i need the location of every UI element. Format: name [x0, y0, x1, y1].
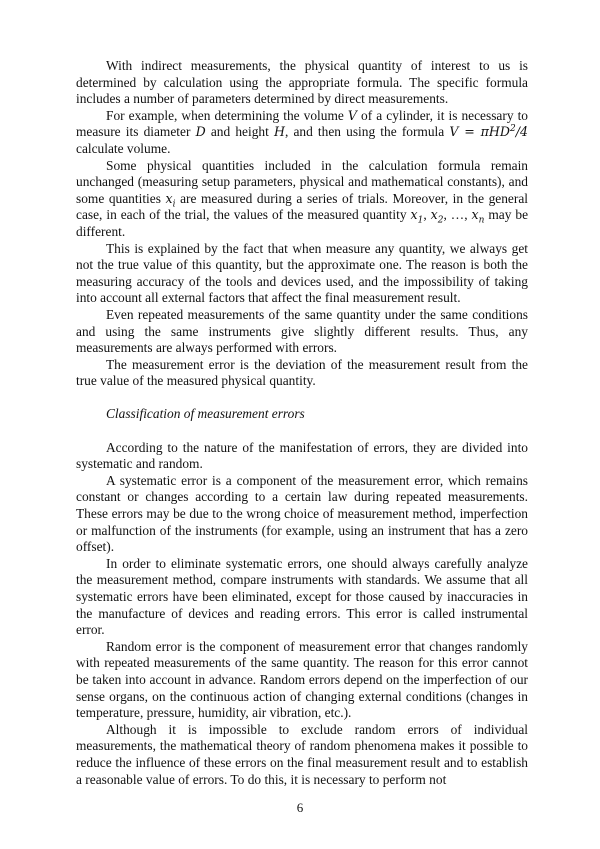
symbol-x-2 — [430, 207, 444, 226]
text-run: are measured during a series of trials. Moreover, in the general case, in each of the trial, the values of the measured quantity — [76, 190, 528, 223]
text-run: may be different. — [76, 207, 529, 239]
symbol-diameter: D — [195, 124, 206, 140]
paragraph-indirect-measurements: With indirect measurements, the physical quantity of interest to us is determined by calculation using the appropriate formula. The specific formula includes a number of parameters determined by direct measurements. — [76, 58, 528, 107]
text-run: , …, — [443, 207, 472, 223]
text-run: and height — [205, 124, 274, 140]
page-number: 6 — [296, 800, 304, 815]
text-run: Some physical quantities included in the calculation formula remain unchanged (measuring setup parameters, physical and mathematical constants), and some quantities — [76, 157, 528, 206]
symbol-letter: x — [471, 207, 479, 223]
symbol-subscript: 2 — [437, 215, 444, 226]
symbol-letter: x — [410, 207, 418, 223]
paragraph-random-theory: Although it is impossible to exclude random errors of individual measurements, the mathematical theory of random phenomena makes it possible to reduce the influence of these errors on the final measurement result and to establish a reasonable value of errors. To do this, it is necessary to perform not — [76, 721, 528, 787]
body-text — [76, 58, 528, 788]
symbol-subscript: i — [172, 199, 176, 210]
symbol-height: H — [273, 124, 285, 140]
formula-body: V = πHD — [449, 124, 510, 140]
symbol-subscript: n — [478, 215, 485, 226]
symbol-x-n — [471, 207, 485, 226]
text-run: For example, when determining the volume — [106, 107, 348, 123]
symbol-x-1 — [410, 207, 424, 226]
symbol-volume: V — [347, 107, 357, 123]
paragraph-approximate-values: This is explained by the fact that when measure any quantity, we always get not the true value of this quantity, but the approximate one. The reason is both the measuring accuracy of the tools and devices used, and the impossibility of taking into account all external factors that affect the final measurement result. — [76, 240, 528, 306]
paragraph-random-error: Random error is the component of measurement error that changes randomly with repeated measurements of the same quantity. The reason for this error cannot be taken into account in advance. Random errors depend on the imperfection of our sense organs, on the continuous action of changing external conditions (changes in temperature, pressure, humidity, air vibration, etc.). — [76, 638, 528, 721]
paragraph-eliminating-errors: In order to eliminate systematic errors, one should always carefully analyze the measurement method, compare instruments with standards. We assume that all systematic errors have been eliminated, except for those caused by inaccuracies in the manufacture of devices and reading errors. This error is called instrumental error. — [76, 555, 528, 638]
symbol-letter: x — [430, 207, 438, 223]
paragraph-cylinder-example — [76, 108, 528, 158]
text-run: of a cylinder, it is necessary to measure its diameter — [76, 107, 528, 140]
text-run: calculate volume. — [76, 140, 171, 156]
symbol-x-i — [165, 190, 176, 210]
paragraph-error-types: According to the nature of the manifestation of errors, they are divided into systematic and random. — [76, 439, 528, 472]
symbol-subscript: 1 — [417, 215, 424, 226]
volume-formula — [449, 124, 528, 139]
formula-exponent: 2 — [509, 124, 516, 135]
section-heading: Classification of measurement errors — [106, 406, 305, 422]
paragraph-error-definition: The measurement error is the deviation of the measurement result from the true value of the measured physical quantity. — [76, 356, 528, 389]
symbol-letter: x — [165, 190, 173, 206]
paragraph-systematic-error: A systematic error is a component of the measurement error, which remains constant or changes according to a certain law during repeated measurements. These errors may be due to the wrong choice of measurement method, imperfection or malfunction of the instruments (for example, using an instrument that has a zero offset). — [76, 472, 528, 555]
paragraph-repeated-measurements: Even repeated measurements of the same quantity under the same conditions and using the same instruments give slightly different results. Thus, any measurements are always performed with errors. — [76, 306, 528, 356]
text-run: , and then using the formula — [284, 124, 450, 140]
formula-divisor: /4 — [515, 124, 528, 140]
text-run: , — [423, 207, 431, 223]
paragraph-physical-quantities — [76, 158, 528, 241]
